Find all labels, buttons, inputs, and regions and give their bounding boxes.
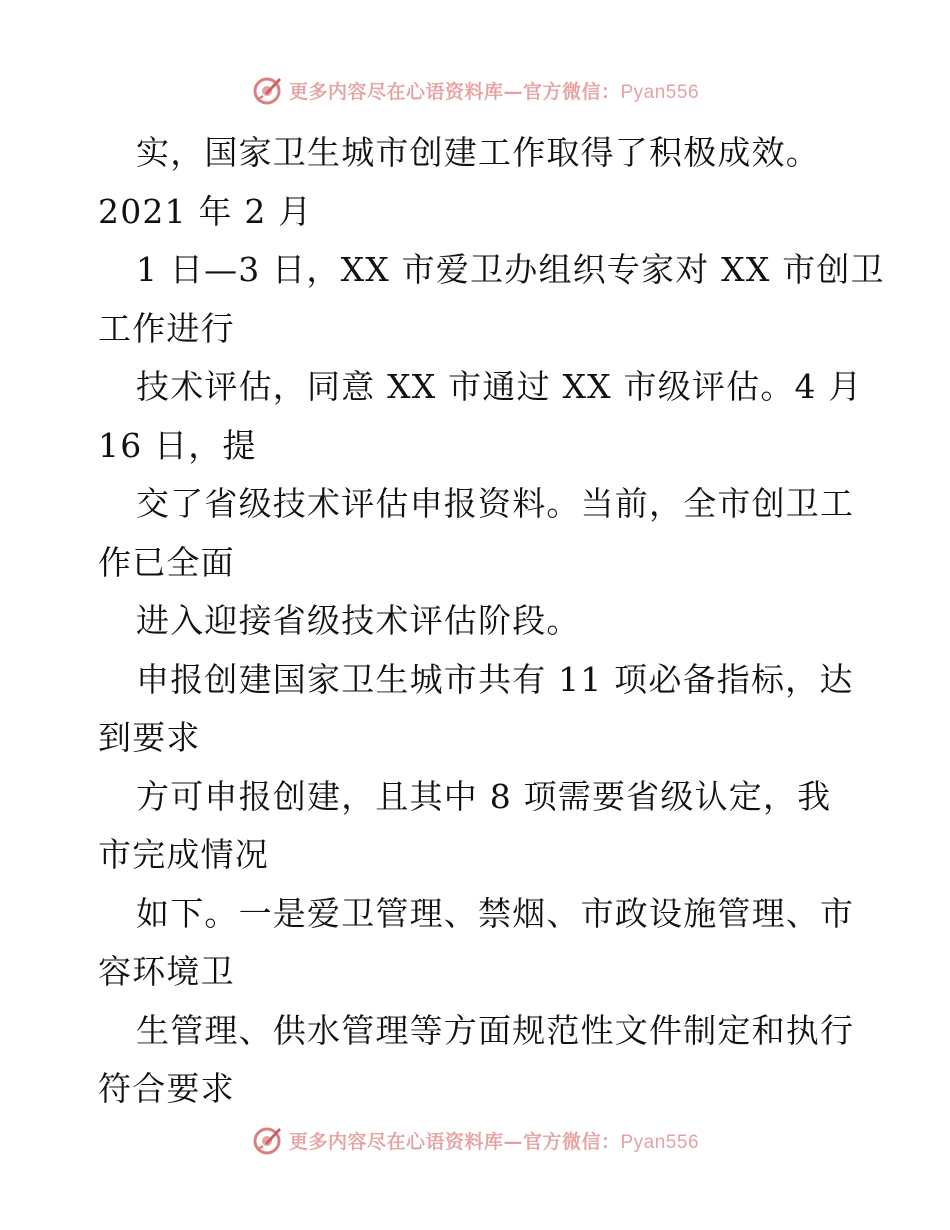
text-line: 2021 年 2 月 — [98, 191, 313, 231]
text-line: 市完成情况 — [98, 835, 269, 874]
text-line: 1 日—3 日，XX 市爱卫办组织专家对 XX 市创卫 — [136, 250, 885, 289]
text-line: 16 日，提 — [98, 425, 257, 465]
text-line: 交了省级技术评估申报资料。当前，全市创卫工 — [136, 484, 855, 523]
document-body — [98, 124, 885, 1119]
text-line: 技术评估，同意 XX 市通过 XX 市级评估。4 月 — [136, 367, 863, 406]
pen-logo-icon — [251, 74, 283, 106]
text-line: 符合要求 — [98, 1069, 235, 1108]
text-line: 生管理、供水管理等方面规范性文件制定和执行 — [136, 1010, 855, 1050]
text-line: 实，国家卫生城市创建工作取得了积极成效。 — [136, 133, 820, 172]
text-line: 方可申报创建，且其中 8 项需要省级认定，我 — [136, 776, 832, 816]
text-line: 申报创建国家卫生城市共有 11 项必备指标，达 — [136, 659, 854, 699]
text-line: 到要求 — [98, 718, 201, 757]
text-line: 工作进行 — [98, 308, 235, 348]
header-watermark — [0, 70, 950, 110]
footer-watermark — [0, 1120, 950, 1160]
text-line: 进入迎接省级技术评估阶段。 — [136, 601, 581, 640]
text-line: 如下。一是爱卫管理、禁烟、市政设施管理、市 — [136, 893, 855, 933]
watermark-text: 更多内容尽在心语资料库—官方微信：Pyan556 — [288, 1130, 700, 1153]
watermark-text: 更多内容尽在心语资料库—官方微信：Pyan556 — [288, 80, 700, 103]
pen-logo-icon — [251, 1124, 283, 1156]
text-line: 作已全面 — [98, 542, 235, 582]
text-line: 容环境卫 — [98, 952, 235, 991]
